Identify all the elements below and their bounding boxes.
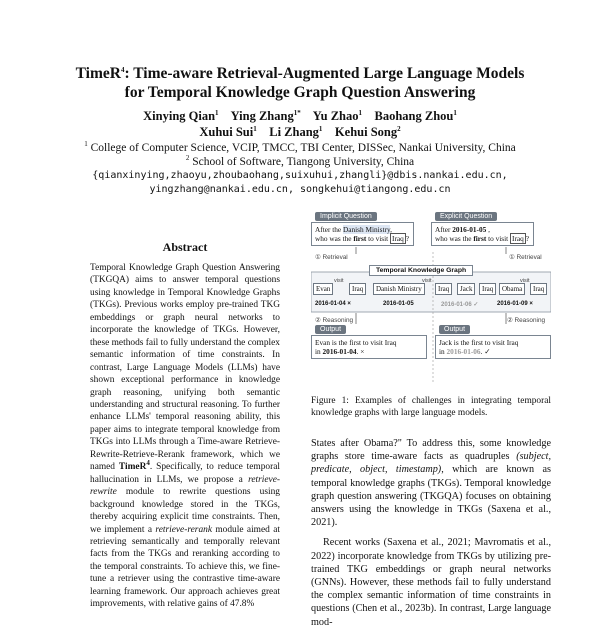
abstract-body bbox=[90, 262, 280, 611]
author-sup: 1 bbox=[215, 108, 219, 117]
paper-title bbox=[40, 64, 560, 102]
implicit-question-box bbox=[311, 222, 414, 246]
implicit-q-text: After the bbox=[315, 225, 342, 234]
affiliation-1 bbox=[40, 141, 560, 155]
author-row-1 bbox=[40, 108, 560, 124]
implicit-q-first: first bbox=[353, 234, 367, 243]
affiliation-2 bbox=[40, 155, 560, 169]
output-box-left bbox=[311, 335, 427, 359]
date-label: 2016-01-05 bbox=[383, 301, 414, 307]
implicit-q-text: who was the bbox=[315, 234, 352, 243]
title-sup: 4 bbox=[120, 65, 125, 74]
body-text-run: , which are known as temporal knowledge graphs (TKGs). Temporal knowledge graph question answering (TKGQA) focuses on obtaining answers using the knowledge in TKGs (Saxena et al., 2021). bbox=[311, 464, 551, 529]
explicit-q-first: first bbox=[473, 234, 487, 243]
author-name: Ying Zhang bbox=[230, 109, 294, 123]
implicit-q-text: to visit bbox=[368, 234, 389, 243]
output-left-text: in bbox=[315, 347, 321, 356]
author-name: Kehui Song bbox=[334, 125, 398, 139]
output-left-mark: . × bbox=[356, 347, 365, 356]
author-name: Xuhui Sui bbox=[199, 125, 254, 139]
author-list bbox=[40, 108, 560, 140]
output-right-text: Jack is the first to visit Iraq bbox=[439, 338, 519, 347]
affiliation-sup: 2 bbox=[185, 154, 190, 163]
emails bbox=[40, 169, 560, 197]
author-sup: 2 bbox=[397, 124, 401, 133]
node-iraq: Iraq bbox=[479, 283, 496, 295]
implicit-q-entity: Danish Ministry bbox=[342, 225, 391, 234]
affiliation-text: College of Computer Science, VCIP, TMCC, TBI Center, DISSec, Nankai University, China bbox=[90, 142, 516, 154]
node-danish-ministry: Danish Ministry bbox=[373, 283, 425, 295]
abstract-text: module aimed at retrieving semantically and temporally relevant facts from the TKGs and reranking according to the temporal constraints. To achieve this, we fine-tune a retriever using the contrastive time-aware learning framework. Our approach achieves great improvements, with relative gains of 47.8% bbox=[90, 524, 280, 610]
output-label-right: Output bbox=[439, 325, 470, 334]
explicit-q-iraq: Iraq bbox=[512, 234, 524, 243]
title-line-2: for Temporal Knowledge Graph Question Answering bbox=[124, 84, 476, 101]
affiliation-sup: 1 bbox=[84, 140, 88, 149]
abstract-method-sup: 4 bbox=[146, 459, 150, 468]
author-sup: 1 bbox=[253, 124, 257, 133]
author-name: Baohang Zhou bbox=[374, 109, 454, 123]
email-line-2: yingzhang@nankai.edu.cn, songkehui@tiangong.edu.cn bbox=[149, 184, 451, 195]
abstract-emphasis: retrieve-rerank bbox=[155, 524, 212, 535]
explicit-q-text: to visit bbox=[488, 234, 509, 243]
explicit-q-text: who was the bbox=[435, 234, 472, 243]
explicit-question-box bbox=[431, 222, 534, 246]
author-row-2 bbox=[40, 124, 560, 140]
explicit-q-text: After bbox=[435, 225, 451, 234]
author-sup: 1 bbox=[453, 108, 457, 117]
figure-caption: Figure 1: Examples of challenges in integrating temporal knowledge graphs with large language models. bbox=[311, 396, 551, 418]
output-label-left: Output bbox=[315, 325, 346, 334]
explicit-q-mark: ? bbox=[525, 234, 530, 243]
affiliations bbox=[40, 141, 560, 169]
author-name: Li Zhang bbox=[269, 125, 319, 139]
output-right-date: 2016-01-06 bbox=[446, 347, 481, 356]
reasoning-text: Reasoning bbox=[322, 317, 354, 324]
implicit-q-mark: ? bbox=[405, 234, 410, 243]
retrieval-label-right: ① Retrieval bbox=[509, 254, 542, 261]
output-right-text: in bbox=[439, 347, 445, 356]
email-line-1: {qianxinying,zhaoyu,zhoubaohang,suixuhui,zhangli}@dbis.nankai.edu.cn, bbox=[92, 170, 508, 181]
node-evan: Evan bbox=[313, 283, 333, 295]
implicit-question-label: Implicit Question bbox=[315, 212, 377, 221]
abstract-method-name: TimeR bbox=[118, 462, 147, 473]
title-rest: : Time-aware Retrieval-Augmented Large Language Models bbox=[124, 65, 525, 82]
explicit-q-text: , bbox=[488, 225, 490, 234]
body-paragraph: Recent works (Saxena et al., 2021; Mavromatis et al., 2022) incorporate knowledge from TKGs by utilizing pre-trained TKG embeddings or graph neural networks (GNNs). However, these methods fail to fully understand the complex semantic information of time constraints in questions (Chen et al., 2023b). In contrast, Large language mod- bbox=[311, 537, 551, 628]
node-obama: Obama bbox=[499, 283, 525, 295]
node-iraq: Iraq bbox=[530, 283, 547, 295]
author-name: Yu Zhao bbox=[312, 109, 359, 123]
output-right-mark: . ✓ bbox=[480, 347, 491, 356]
date-label: 2016-01-06 ✓ bbox=[441, 302, 479, 308]
retrieval-text: Retrieval bbox=[322, 254, 348, 261]
edge-visit: visit bbox=[334, 278, 344, 284]
reasoning-text: Reasoning bbox=[514, 317, 546, 324]
author-sup: 1 bbox=[358, 108, 362, 117]
author-sup: 1 bbox=[318, 124, 323, 133]
abstract-text: Temporal Knowledge Graph Question Answering (TKGQA) aims to answer temporal questions using knowledge in Temporal Knowledge Graphs (TKGs). Previous works employ pre-trained TKG embeddings or graph neural networks to incorporate the knowledge of TKGs. However, these methods fail to fully understand the complex semantic information of time constraints. In contrast, Large Language Models (LLMs) have shown exceptional performance in knowledge graph reasoning, unifying both semantic understanding and structural reasoning. To further enhance LLMs' temporal reasoning ability, this paper aims to integrate temporal knowledge from TKGs into LLMs through a Time-aware Retrieve-Rewrite-Retrieve-Rerank framework, which we named bbox=[90, 263, 280, 473]
node-jack: Jack bbox=[457, 283, 475, 295]
reasoning-label-right: ② Reasoning bbox=[507, 317, 546, 324]
body-emphasis: (subject, predicate, object, timestamp) bbox=[311, 451, 551, 476]
body-text bbox=[311, 437, 551, 636]
abstract-heading: Abstract bbox=[162, 240, 208, 254]
author-sup: 1* bbox=[293, 108, 301, 117]
affiliation-text: School of Software, Tiangong University, China bbox=[192, 156, 415, 168]
abstract-text: module to rewrite questions using background knowledge stored in the TKGs, thereby acquiring explicit time constraints. Then, we implement a bbox=[90, 487, 280, 535]
reasoning-label-left: ② Reasoning bbox=[315, 317, 354, 324]
output-box-right bbox=[435, 335, 551, 359]
body-paragraph bbox=[311, 437, 551, 529]
body-text-run: States after Obama?" To address this, some knowledge graphs store time-aware facts as quadruples bbox=[311, 438, 551, 463]
tkg-title: Temporal Knowledge Graph bbox=[369, 265, 473, 276]
edge-visit: visit bbox=[520, 278, 530, 284]
date-label: 2016-01-04 × bbox=[315, 301, 351, 307]
title-line-1 bbox=[40, 64, 560, 83]
date-label: 2016-01-09 × bbox=[497, 301, 533, 307]
explicit-q-date: 2016-01-05 bbox=[452, 225, 487, 234]
output-left-date: 2016-01-04 bbox=[322, 347, 357, 356]
retrieval-label-left: ① Retrieval bbox=[315, 254, 348, 261]
node-iraq: Iraq bbox=[349, 283, 366, 295]
retrieval-text: Retrieval bbox=[516, 254, 542, 261]
output-left-text: Evan is the first to visit Iraq bbox=[315, 338, 397, 347]
implicit-q-text: , bbox=[390, 225, 392, 234]
explicit-question-label: Explicit Question bbox=[435, 212, 497, 221]
node-iraq: Iraq bbox=[435, 283, 452, 295]
author-name: Xinying Qian bbox=[143, 109, 216, 123]
edge-visit: visit bbox=[422, 278, 432, 284]
abstract-text: . Specifically, to reduce temporal hallucination in LLMs, we propose a bbox=[90, 462, 280, 485]
figure-1 bbox=[311, 212, 551, 387]
implicit-q-iraq: Iraq bbox=[392, 234, 404, 243]
abstract-emphasis: retrieve-rewrite bbox=[90, 474, 280, 498]
title-prefix: TimeR bbox=[75, 65, 121, 82]
